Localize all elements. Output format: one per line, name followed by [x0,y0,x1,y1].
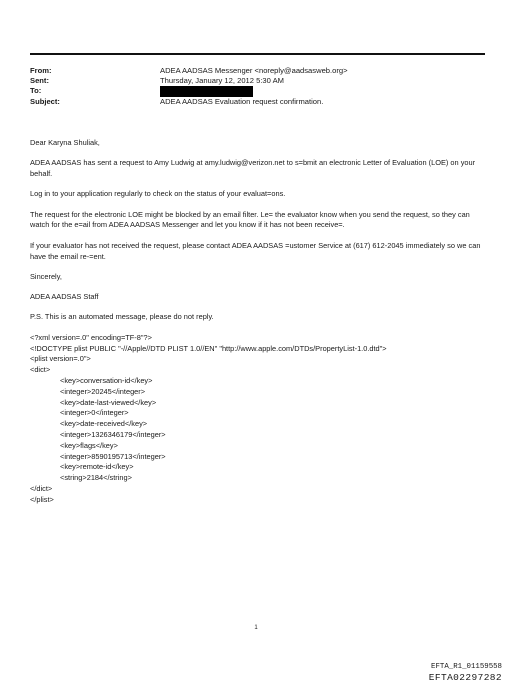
from-value: ADEA AADSAS Messenger <noreply@aadsasweb.org> [160,66,348,75]
xml-line: <key>remote-id</key> [60,462,134,472]
paragraph-email-filter: The request for the electronic LOE might be blocked by an email filter. Le= the evaluator know when you send the request, so they can watch for the e=ail from ADEA AADSAS Messenger and let you know if it has not been receive=. [30,209,470,230]
page-number: 1 [254,625,258,631]
sent-label: Sent: [30,76,49,86]
from-label: From: [30,66,52,75]
xml-line: </plist> [30,494,54,504]
sent-value: Thursday, January 12, 2012 5:30 AM [160,76,284,86]
xml-line: <string>2184</string> [60,473,132,483]
subject-label: Subject: [30,96,60,106]
xml-line: <integer>0</integer> [60,408,129,418]
from-row [30,66,490,76]
xml-line: <!DOCTYPE plist PUBLIC "-//Apple//DTD PLIST 1.0//EN" "http://www.apple.com/DTDs/PropertyList-1.0.dtd"> [30,343,387,353]
xml-line: <plist version=.0"> [30,354,91,364]
xml-line: <key>date-received</key> [60,419,148,429]
signature: ADEA AADSAS Staff [30,292,99,302]
xml-block [30,333,485,506]
email-body [30,138,485,506]
paragraph-request-sent: ADEA AADSAS has sent a request to Amy Ludwig at amy.ludwig@verizon.net to s=bmit an electronic Letter of Evaluation (LOE) on your behalf. [30,158,476,179]
bates-stamp-primary: EFTA_R1_01159558 [431,663,502,671]
to-row [30,86,490,96]
email-header [30,66,490,107]
xml-line: <dict> [30,365,51,375]
paragraph-login: Log in to your application regularly to check on the status of your evaluat=ons. [30,189,286,199]
xml-line: <integer>1326346179</integer> [60,429,166,439]
xml-line: <integer>8590195713</integer> [60,451,166,461]
to-label: To: [30,86,42,96]
xml-line: </dict> [30,483,53,493]
header-rule [30,53,485,55]
xml-line: <integer>20245</integer> [60,386,146,396]
bates-stamp-secondary: EFTA02297282 [428,672,502,683]
greeting: Dear Karyna Shuliak, [30,138,100,147]
closing: Sincerely, [30,271,62,281]
postscript: P.S. This is an automated message, please do not reply. [30,312,214,322]
xml-line: <key>conversation-id</key> [60,375,153,385]
subject-row [30,97,490,107]
xml-line: <key>date-last-viewed</key> [60,397,157,407]
xml-line: <key>flags</key> [60,440,118,450]
xml-line: <?xml version=.0" encoding=TF-8"?> [30,332,152,342]
paragraph-contact: If your evaluator has not received the request, please contact ADEA AADSAS =ustomer Service at (617) 612-2045 immediately so we can have the email re-=ent. [30,240,481,261]
sent-row [30,76,490,86]
subject-value: ADEA AADSAS Evaluation request confirmation. [160,96,324,106]
